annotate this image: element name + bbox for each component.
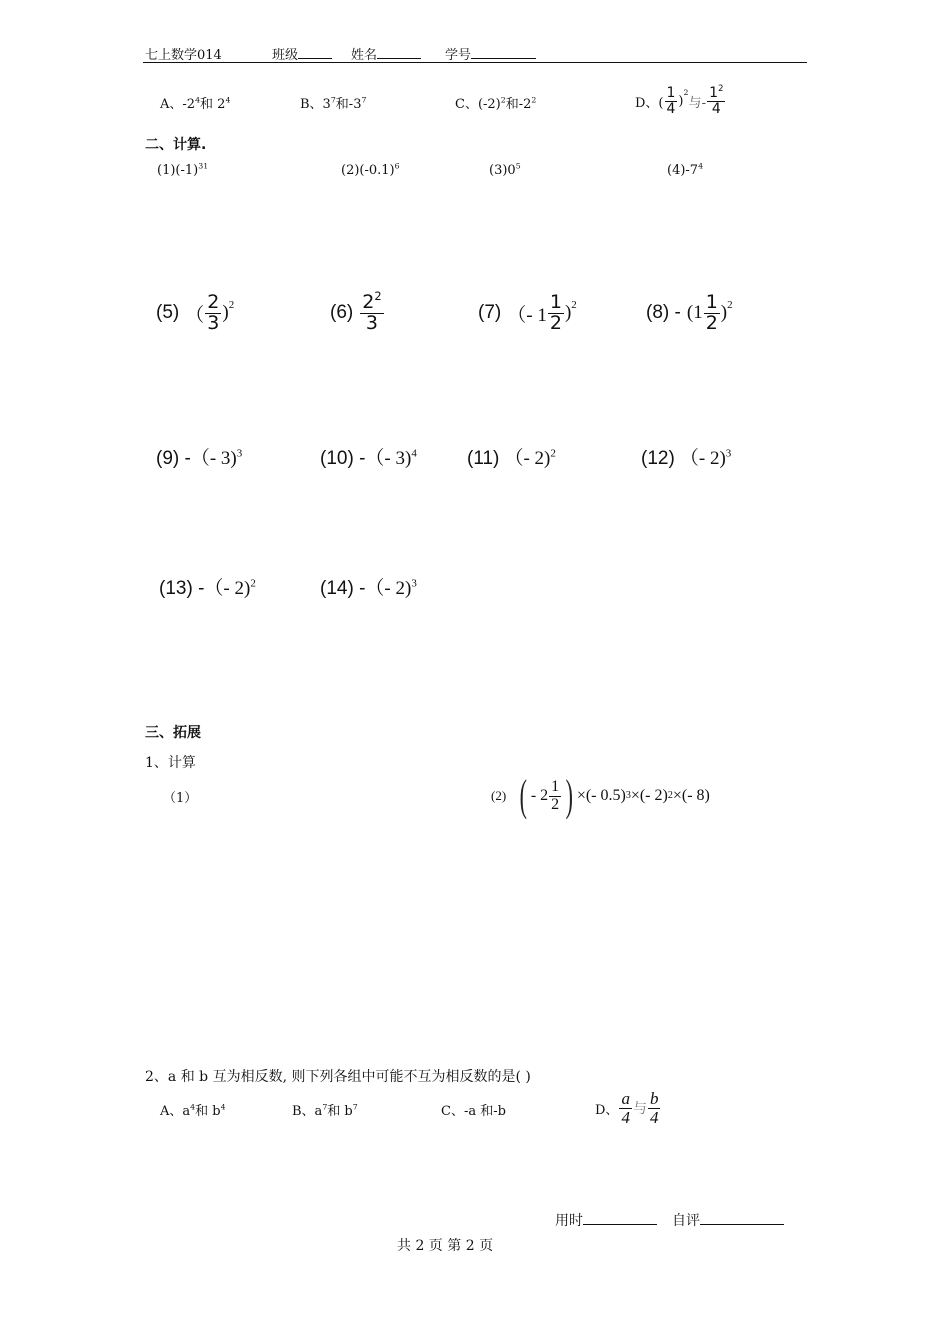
calc-item-11: (11) （- 2)$^2$	[467, 447, 556, 469]
name-field	[351, 44, 421, 63]
self-eval-blank[interactable]	[700, 1224, 784, 1225]
name-blank[interactable]	[377, 58, 421, 59]
calc-item-10: (10) -（- 3)$^4$	[320, 447, 417, 469]
calc-item-9: (9) -（- 3)$^3$	[156, 447, 243, 469]
class-label: 班级	[272, 48, 299, 63]
section3-sub1-part2: (2) ( - 2 $\frac{1}{2}$ ) ×(- 0.5) 3 ×(- 2) 2 ×(- 8)	[491, 771, 710, 820]
calc-item-7: (7) （- 1 $\frac{1}{2}$ ) 2	[478, 290, 577, 334]
time-field: 用时	[555, 1210, 657, 1230]
calc-item-4: $(4)-7^4$	[667, 161, 704, 178]
left-paren: (	[519, 771, 528, 820]
section3-sub1-part1: （1）	[163, 791, 198, 806]
calc-item-12: (12) （- 2)$^3$	[641, 447, 732, 469]
calc-item-8: (8) - (1 $\frac{1}{2}$ ) 2	[646, 290, 733, 334]
calc-item-3: $(3)0^5$	[489, 161, 521, 178]
prev-option-c: C、$(-2)^2$和$-2^2$	[455, 95, 537, 112]
class-blank[interactable]	[298, 58, 332, 59]
header-rule	[143, 62, 807, 63]
calc-item-14: (14) -（- 2)$^3$	[320, 577, 417, 599]
id-field	[445, 44, 536, 63]
course-title: 七上数学014	[145, 48, 222, 63]
time-blank[interactable]	[583, 1224, 657, 1225]
calc-item-6: (6) $\frac{2^2}{3}$	[330, 288, 382, 334]
sub2-option-c: C、-a 和-b	[441, 1104, 506, 1119]
prev-option-b: B、$3^7$和$-3^7$	[300, 95, 367, 112]
self-eval-field: 自评	[672, 1210, 784, 1230]
prev-option-d: D、( $\frac{1}{4}$ ) 2 与- $\frac{1^2}{4}$	[635, 82, 724, 117]
calc-item-5: (5) （ $\frac{2}{3}$ ) 2	[156, 290, 235, 334]
calc-item-1: $(1)(-1)^{31}$	[157, 161, 209, 178]
section2-title: 二、计算.	[145, 137, 207, 153]
calc-item-13: (13) -（- 2)$^2$	[159, 577, 256, 599]
calc-item-2: $(2)(-0.1)^6$	[341, 161, 400, 178]
section3-sub2: 2、a 和 b 互为相反数, 则下列各组中可能不互为相反数的是( )	[145, 1069, 531, 1085]
sub2-option-b: B、$a^7$和 $b^7$	[292, 1102, 358, 1119]
sub2-option-d: D、 $\frac{a}{4}$ 与 $\frac{b}{4}$	[595, 1088, 659, 1127]
name-label: 姓名	[351, 48, 378, 63]
page-info: 共 2 页 第 2 页	[397, 1238, 494, 1254]
page-header	[145, 44, 222, 63]
right-paren: )	[565, 771, 574, 820]
section3-sub1: 1、计算	[145, 755, 196, 771]
class-field	[272, 44, 332, 63]
section3-title: 三、拓展	[145, 725, 201, 741]
id-blank[interactable]	[471, 58, 536, 59]
prev-option-a: A、$-2^4$和 $2^4$	[160, 95, 231, 112]
id-label: 学号	[445, 48, 472, 63]
sub2-option-a: A、$a^4$和 $b^4$	[160, 1102, 226, 1119]
